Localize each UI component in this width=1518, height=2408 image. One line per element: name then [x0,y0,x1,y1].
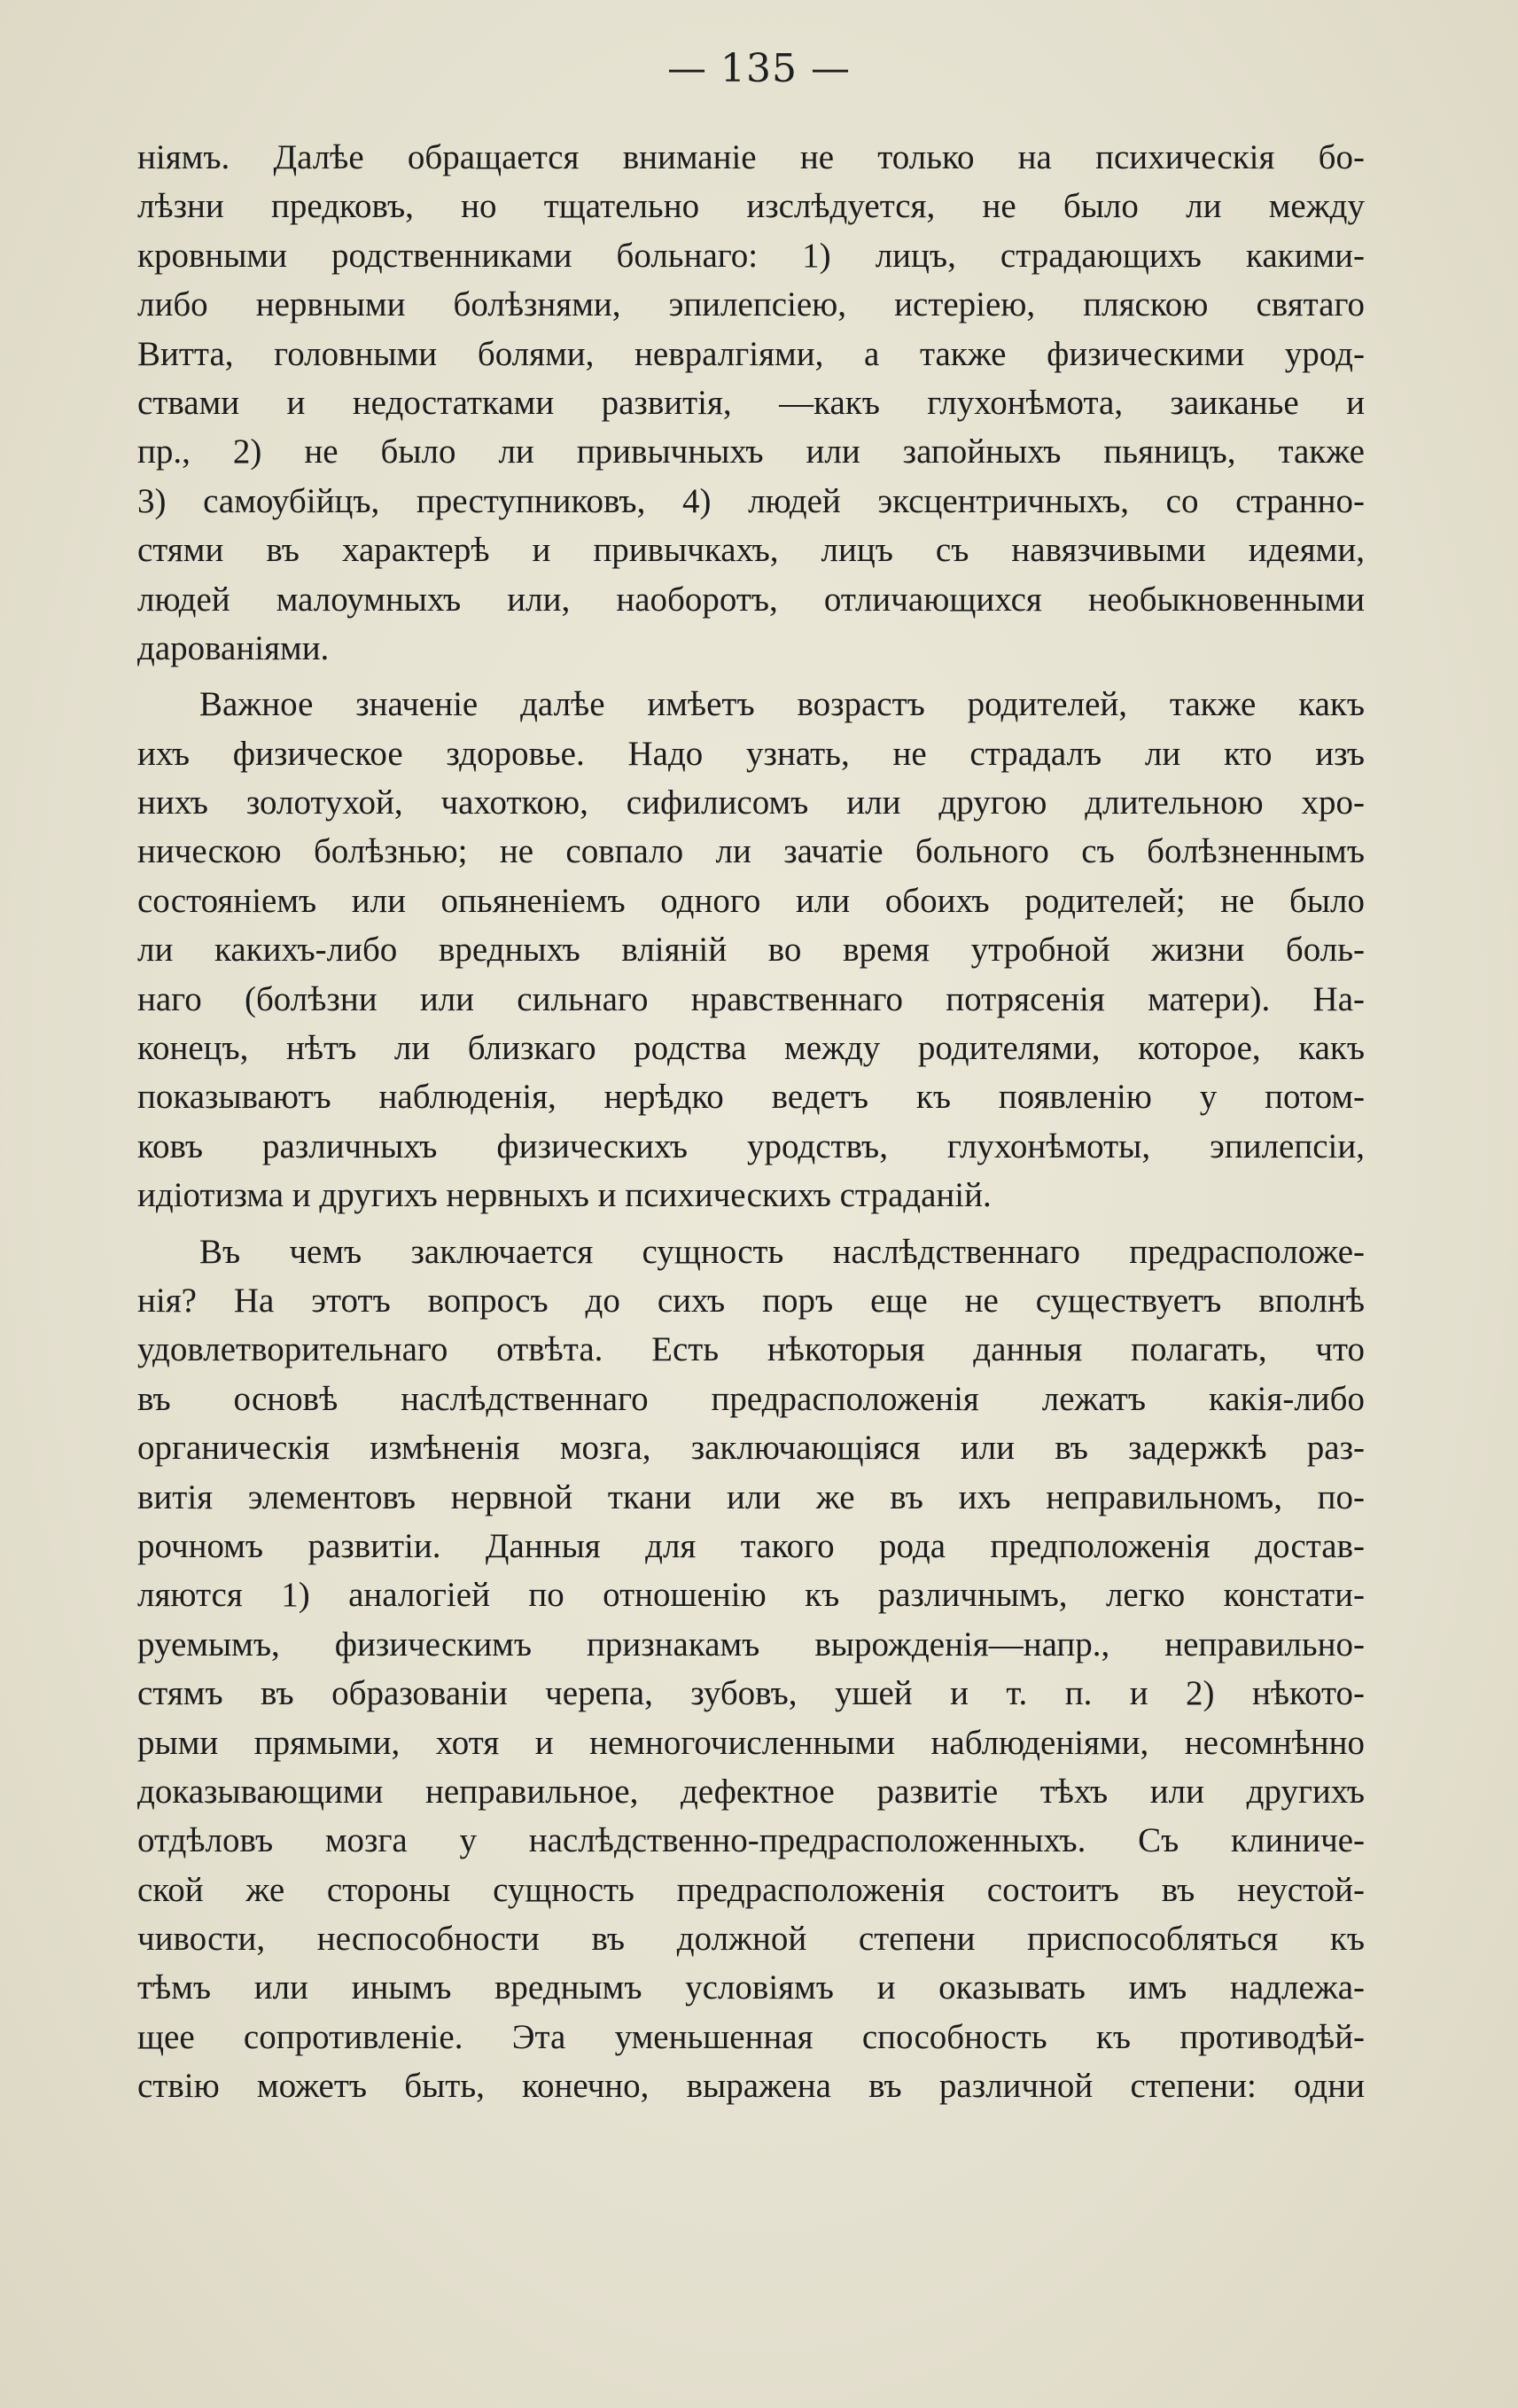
text-line: витія элементовъ нервной ткани или же въ ихъ неправильномъ, по- [137,1477,1365,1516]
body-text [137,133,1365,2111]
text-line: лѣзни предковъ, но тщательно изслѣдуется, не было ли между [137,187,1365,226]
text-line: состояніемъ или опьяненіемъ одного или обоихъ родителей; не было [137,881,1365,920]
text-line: показываютъ наблюденія, нерѣдко ведетъ къ появленію у потом- [137,1078,1365,1117]
paragraph-gap [137,1220,1365,1227]
text-line: дарованіями. [137,628,330,667]
paragraph [137,1227,1365,2111]
paragraph [137,680,1365,1220]
text-line: Въ чемъ заключается сущность наслѣдственнаго предрасположе- [199,1232,1365,1271]
text-line: наго (болѣзни или сильнаго нравственнаго потрясенія матери). На- [137,979,1365,1018]
page-number: — 135 — [667,46,851,91]
text-line: отдѣловъ мозга у наслѣдственно-предрасположенныхъ. Съ клиниче- [137,1821,1365,1860]
text-line: ствами и недостатками развитія, —какъ глухонѣмота, заиканье и [137,383,1365,422]
text-line: пр., 2) не было ли привычныхъ или запойныхъ пьяницъ, также [137,433,1365,471]
text-line: нія? На этотъ вопросъ до сихъ поръ еще не существуетъ вполнѣ [137,1281,1365,1320]
text-line: Витта, головными болями, невралгіями, а также физическими урод- [137,334,1365,373]
text-line: людей малоумныхъ или, наоборотъ, отличающихся необыкновенными [137,580,1365,619]
text-line: удовлетворительнаго отвѣта. Есть нѣкоторыя данныя полагать, что [137,1330,1365,1369]
text-line: ническою болѣзнью; не совпало ли зачатіе больного съ болѣзненнымъ [137,832,1365,871]
text-line: стями въ характерѣ и привычкахъ, лицъ съ навязчивыми идеями, [137,531,1365,570]
text-line: ляются 1) аналогіей по отношенію къ различнымъ, легко констати- [137,1576,1365,1615]
text-line: органическія измѣненія мозга, заключающіяся или въ задержкѣ раз- [137,1429,1365,1468]
text-line: Важное значеніе далѣе имѣетъ возрастъ родителей, также какъ [199,685,1365,724]
text-line: доказывающими неправильное, дефектное развитіе тѣхъ или другихъ [137,1772,1365,1811]
text-line: рыми прямыми, хотя и немногочисленными наблюденіями, несомнѣнно [137,1723,1365,1762]
paragraph-gap [137,673,1365,680]
paragraph [137,133,1365,673]
text-line: ской же стороны сущность предрасположенія состоитъ въ неустой- [137,1870,1365,1909]
text-line: кровными родственниками больнаго: 1) лицъ, страдающихъ какими- [137,236,1365,275]
text-line: ковъ различныхъ физическихъ уродствъ, глухонѣмоты, эпилепсіи, [137,1126,1365,1165]
text-line: идіотизма и другихъ нервныхъ и психическихъ страданій. [137,1176,992,1215]
text-line: чивости, неспособности въ должной степени приспособляться къ [137,1920,1365,1959]
text-line: руемымъ, физическимъ признакамъ вырожденія—напр., неправильно- [137,1625,1365,1664]
text-line: 3) самоубійцъ, преступниковъ, 4) людей эксцентричныхъ, со странно- [137,481,1365,520]
text-line: либо нервными болѣзнями, эпилепсіею, истеріею, пляскою святаго [137,285,1365,324]
text-line: ніямъ. Далѣе обращается вниманіе не только на психическія бо- [137,138,1365,176]
text-line: ихъ физическое здоровье. Надо узнать, не страдалъ ли кто изъ [137,734,1365,773]
text-line: нихъ золотухой, чахоткою, сифилисомъ или другою длительною хро- [137,783,1365,822]
text-line: стямъ въ образованіи черепа, зубовъ, ушей и т. п. и 2) нѣкото- [137,1674,1365,1713]
text-line: ли какихъ-либо вредныхъ вліяній во время утробной жизни боль- [137,931,1365,970]
text-line: конецъ, нѣтъ ли близкаго родства между родителями, которое, какъ [137,1029,1365,1068]
text-line: ствію можетъ быть, конечно, выражена въ различной степени: одни [137,2067,1365,2106]
text-line: рочномъ развитіи. Данныя для такого рода предположенія достав- [137,1526,1365,1565]
text-line: тѣмъ или инымъ вреднымъ условіямъ и оказывать имъ надлежа- [137,1968,1365,2007]
text-line: въ основѣ наслѣдственнаго предрасположенія лежатъ какія-либо [137,1379,1365,1418]
text-line: щее сопротивленіе. Эта уменьшенная способность къ противодѣй- [137,2017,1365,2056]
